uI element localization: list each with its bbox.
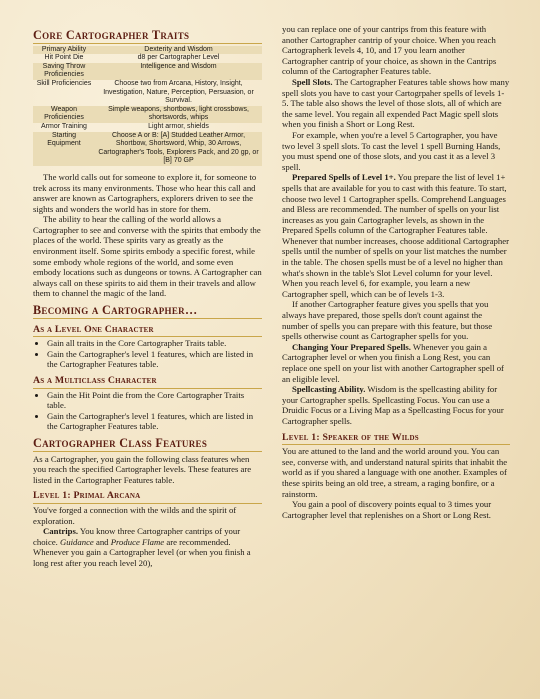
core-traits-table	[33, 46, 262, 166]
spellcasting-ability-lead: Spellcasting Ability.	[292, 384, 366, 395]
traits-row	[33, 106, 262, 123]
trait-value: Choose two from Arcana, History, Insight, Investigation, Nature, Perception, Persuasion, or Survival.	[103, 79, 254, 105]
prepared-spells-lead: Prepared Spells of Level 1+.	[292, 172, 396, 183]
traits-row	[33, 54, 262, 63]
cantrips-and: and	[93, 536, 111, 547]
core-traits-heading: Core Cartographer Traits	[33, 30, 262, 44]
cantrips-continued: you can replace one of your cantrips from this feature with another Cartographer cantrip of your choice. When you reach Cartographerk levels 4, 10, and 17 you learn another Cartographer cantrip of your choice, as shown in the Cantrips column of the Cartographer Features table.	[282, 24, 497, 77]
trait-name: Skill Proficiencies	[36, 79, 92, 87]
list-item: • Gain the Cartographer's level 1 features, which are listed in the Cartographer Features table.	[47, 411, 262, 432]
spell-slots-paragraph	[282, 77, 510, 130]
list-item: • Gain all traits in the Core Cartographer Traits table.	[47, 338, 262, 349]
trait-value: Simple weapons, shortbows, light crossbows, shortswords, whips	[95, 106, 262, 123]
class-features-heading: Cartographer Class Features	[33, 438, 262, 452]
trait-value: Light armor, shields	[148, 122, 209, 130]
trait-name: Armor Training	[41, 122, 87, 130]
trait-value: Choose A or B: [A] Studded Leather Armor, Shortbow, Shortsword, Whip, 30 Arrows, Cartographer's Tools, Explorers Pack, and 20 gp, or [B] 70 GP	[95, 132, 262, 166]
left-column	[33, 24, 262, 569]
spell-slots-text: The Cartographer Features table shows how many spell slots you have to cast your Cartogrpaher spells of levels 1-5. The table also shows the level of those slots, all of which are the same level. You regain all expended Pact Magic spell slots when you finish a Short or Long Rest.	[282, 76, 510, 130]
spellcasting-ability-text: Wisdom is the spellcasting ability for your Cartographer spells. Spellcasting Focus. You can use a Druidic Focus or a Living Map as a Spellcasting Focus for your Cartographer spells.	[282, 384, 504, 426]
features-paragraph: As a Cartographer, you gain the following class features when you reach the specified Cartographer levels. These features are listed in the Cartographer Features table.	[33, 453, 252, 485]
produce-flame-spell: Produce Flame	[110, 536, 165, 547]
trait-name: Hit Point Die	[44, 54, 84, 62]
multiclass-list	[33, 390, 262, 432]
traits-row	[33, 63, 262, 80]
multiclass-heading: As a Multiclass Character	[33, 376, 262, 389]
example-paragraph: For example, when you're a level 5 Cartographer, you have two level 3 spell slots. To cast the level 1 spell Burning Hands, you must spend one of those slots, and you cast it as a level 3 spell.	[282, 129, 501, 172]
primal-paragraph: You've forged a connection with the wilds and the spirit of exploration.	[33, 504, 237, 526]
trait-value: Dexterity and Wisdom	[95, 46, 262, 55]
traits-row	[33, 80, 262, 106]
trait-name: Saving Throw Proficiencies	[33, 63, 95, 80]
speaker-paragraph-1: You are attuned to the land and the world around you. You can see, converse with, and understand natural spirits that inhabit the world as if you shared a language with one another. Examples of these spirits being an old tree, a stream, a raging bonfire, or a rainstorm.	[282, 446, 508, 499]
list-item: • Gain the Cartographer's level 1 features, which are listed in the Cartographer Features table.	[47, 349, 262, 370]
right-column	[282, 24, 510, 520]
cantrips-paragraph	[33, 526, 262, 568]
becoming-heading: Becoming a Cartographer…	[33, 305, 262, 319]
trait-value: Intelligence and Wisdom	[95, 63, 262, 80]
speaker-heading: Level 1: Speaker of the Wilds	[282, 433, 510, 446]
changing-spells-text: Whenever you gain a Cartographer level or when you finish a Long Rest, you can replace one spell on your list with another Cartographer spell of an eligible level.	[282, 341, 504, 384]
trait-name: Starting Equipment	[33, 132, 95, 166]
spell-slots-lead: Spell Slots.	[292, 76, 333, 87]
traits-row	[33, 46, 262, 55]
changing-spells-lead: Changing Your Prepared Spells.	[292, 341, 411, 352]
speaker-paragraph-2: You gain a pool of discovery points equal to 3 times your Cartographer level that replenishes on a Short or Long Rest.	[282, 499, 492, 520]
prepared-spells-paragraph	[282, 172, 510, 299]
guidance-spell: Guidance	[60, 536, 94, 547]
feature-spells-paragraph: If another Cartographer feature gives you spells that you always have prepared, those spells don't count against the number of spells you can prepare with this feature, but those spells otherwise count as Cartographer spells for you.	[282, 299, 493, 342]
cantrips-lead: Cantrips.	[43, 526, 78, 537]
primal-arcana-heading: Level 1: Primal Arcana	[33, 491, 262, 504]
level-one-heading: As a Level One Character	[33, 325, 262, 338]
trait-name: Weapon Proficiencies	[33, 106, 95, 123]
trait-name: Primary Ability	[33, 46, 95, 55]
intro-paragraph-2: The ability to hear the calling of the world allows a Cartographer to see and converse with the spirits that embody the places of the world. These spirits vary as greatly as the environment itself. Some spirits embody a specific forest, while some embody whole regions of the world, and some even embody locations such as dungeons or towns. A Cartographer can always call on these spirits to aid them in their travels and allow them to channel the magic of the land.	[33, 214, 262, 299]
changing-spells-paragraph	[282, 342, 510, 384]
spellcasting-ability-paragraph	[282, 384, 510, 426]
prepared-spells-text: You prepare the list of level 1+ spells that are available for you to cast with this feature. To start, choose two level 1 Cartographer spells. Comprehend Languages and Bless are recommended. The number of spells on your list increases as you gain Cartographer levels, as shown in the Prepared Spells column of the Cartographer Features table. Whenever that number increases, choose additional Cartographer spells until the number of spells on your list matches the number in the table. The chosen spells must be of a level no higher than what's shown in the table's Slot Level column for your level. When you reach level 6, for example, you learn a new Cartographer spell, which can be of levels 1-3.	[282, 172, 509, 299]
cantrips-text-b: are recommended. Whenever you gain a Cartographer level (or when you finish a long rest after you reach level 20),	[33, 536, 251, 568]
intro-paragraph-1: The world calls out for someone to explore it, for someone to trek across its many environments. Those who hear this call and answer are known as Cartographers, explorers driven to see the sights and wonders the world has in store for them.	[33, 171, 257, 214]
trait-value: d8 per Cartographer Level	[137, 54, 220, 62]
cantrips-text-a: You know three Cartographer cantrips of your choice.	[33, 526, 241, 547]
level-one-list	[33, 338, 262, 370]
traits-row	[33, 123, 262, 132]
list-item: • Gain the Hit Point die from the Core Cartographer Traits table.	[47, 390, 262, 411]
traits-row	[33, 132, 262, 166]
